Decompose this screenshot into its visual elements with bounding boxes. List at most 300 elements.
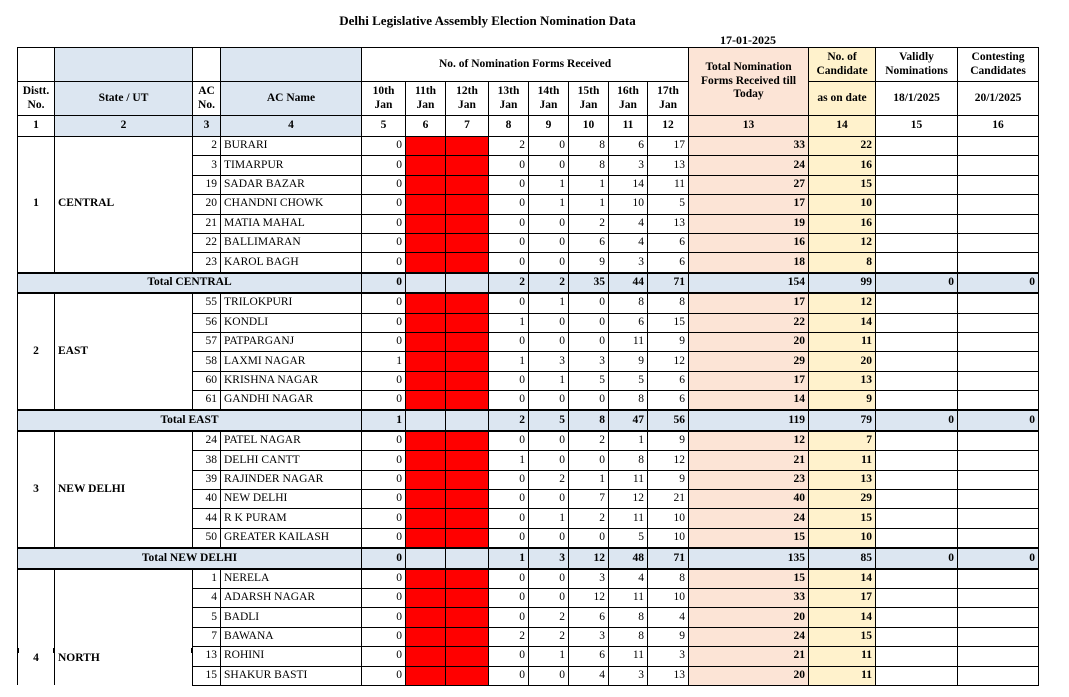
day-count-cell: 0 — [362, 214, 406, 233]
candidate-count-cell: 10 — [809, 528, 876, 548]
day-count-cell: 0 — [489, 293, 529, 313]
total-forms-cell: 18 — [689, 253, 809, 273]
day-count-cell: 0 — [489, 332, 529, 351]
day-count-cell: 0 — [489, 666, 529, 685]
day-count-cell: 0 — [489, 233, 529, 252]
district-total-label: Total EAST — [18, 410, 362, 430]
valid-nominations-cell — [876, 233, 958, 252]
district-total-label: Total CENTRAL — [18, 273, 362, 293]
ac-name-cell: KAROL BAGH — [221, 253, 362, 273]
day-count-cell — [446, 156, 489, 175]
district-name-cell — [55, 431, 193, 548]
day-count-cell: 8 — [609, 451, 648, 470]
day-header: 13th Jan — [489, 82, 529, 116]
day-count-cell — [446, 627, 489, 646]
contesting-date-header: 20/1/2025 — [958, 82, 1039, 116]
day-count-cell: 6 — [569, 647, 609, 666]
candidate-count-cell: 14 — [809, 608, 876, 627]
day-count-cell: 2 — [489, 627, 529, 646]
district-name: CENTRAL — [58, 197, 115, 210]
day-count-cell: 0 — [362, 608, 406, 627]
table-cut-border-right — [191, 648, 193, 653]
day-count-cell — [446, 608, 489, 627]
day-count-cell: 0 — [362, 293, 406, 313]
day-count-cell: 2 — [489, 137, 529, 156]
contesting-candidates-cell — [958, 137, 1039, 156]
total-forms-total-cell: 119 — [689, 410, 809, 430]
day-count-cell: 6 — [648, 371, 689, 390]
candidate-total-cell: 99 — [809, 273, 876, 293]
day-count-cell — [446, 293, 489, 313]
ac-number-cell: 20 — [193, 195, 221, 214]
day-count-cell: 11 — [609, 588, 648, 607]
day-count-cell — [406, 569, 446, 589]
day-count-cell: 10 — [648, 509, 689, 528]
candidate-subheader: as on date — [809, 82, 876, 116]
day-count-cell: 0 — [362, 431, 406, 451]
total-forms-cell: 33 — [689, 137, 809, 156]
day-count-cell: 0 — [489, 431, 529, 451]
ac-name-cell: BADLI — [221, 608, 362, 627]
ac-number-cell: 7 — [193, 627, 221, 646]
day-count-cell: 10 — [648, 588, 689, 607]
valid-nominations-cell — [876, 391, 958, 411]
total-forms-header: Total Nomination Forms Received till Today — [689, 48, 809, 116]
day-count-cell: 2 — [569, 509, 609, 528]
candidate-count-cell: 16 — [809, 156, 876, 175]
day-total-cell: 0 — [362, 273, 406, 293]
col-number: 2 — [55, 116, 193, 137]
contesting-candidates-cell — [958, 313, 1039, 332]
day-count-cell: 0 — [489, 470, 529, 489]
candidate-count-cell: 13 — [809, 470, 876, 489]
day-count-cell: 0 — [529, 490, 569, 509]
district-number-cell — [18, 569, 55, 686]
candidate-count-cell: 8 — [809, 253, 876, 273]
contesting-candidates-cell — [958, 332, 1039, 351]
day-count-cell: 0 — [529, 332, 569, 351]
day-count-cell — [446, 371, 489, 390]
day-total-cell — [406, 273, 446, 293]
day-count-cell: 10 — [648, 528, 689, 548]
ac-number-cell: 40 — [193, 490, 221, 509]
day-count-cell — [446, 509, 489, 528]
district-name: NORTH — [58, 652, 100, 665]
day-count-cell: 1 — [609, 431, 648, 451]
ac-number-cell: 57 — [193, 332, 221, 351]
day-count-cell — [406, 156, 446, 175]
day-count-cell: 0 — [529, 137, 569, 156]
day-count-cell — [406, 293, 446, 313]
day-count-cell: 0 — [569, 451, 609, 470]
day-total-cell: 12 — [569, 548, 609, 568]
day-count-cell: 1 — [489, 352, 529, 371]
col-number: 15 — [876, 116, 958, 137]
valid-nominations-cell — [876, 608, 958, 627]
ac-name-cell: GREATER KAILASH — [221, 528, 362, 548]
day-count-cell: 0 — [529, 588, 569, 607]
candidate-count-cell: 11 — [809, 666, 876, 685]
col-number: 9 — [529, 116, 569, 137]
day-count-cell — [446, 647, 489, 666]
ac-name-cell: RAJINDER NAGAR — [221, 470, 362, 489]
day-count-cell: 12 — [648, 451, 689, 470]
state-ut-header: State / UT — [55, 82, 193, 116]
table-cut-border-left — [17, 648, 19, 653]
day-count-cell: 6 — [569, 608, 609, 627]
valid-nominations-cell — [876, 175, 958, 194]
district-name: NEW DELHI — [58, 482, 126, 495]
ac-number-cell: 5 — [193, 608, 221, 627]
distt-no-header: Distt. No. — [18, 82, 55, 116]
day-count-cell: 0 — [529, 214, 569, 233]
day-count-cell: 0 — [529, 666, 569, 685]
day-count-cell: 3 — [569, 627, 609, 646]
total-forms-cell: 17 — [689, 195, 809, 214]
day-header: 17th Jan — [648, 82, 689, 116]
contesting-candidates-cell — [958, 391, 1039, 411]
ac-name-cell: MATIA MAHAL — [221, 214, 362, 233]
col-number: 1 — [18, 116, 55, 137]
day-count-cell — [446, 137, 489, 156]
ac-name-header: AC Name — [221, 82, 362, 116]
day-count-cell — [406, 214, 446, 233]
col-number: 14 — [809, 116, 876, 137]
col-number: 8 — [489, 116, 529, 137]
candidate-count-cell: 22 — [809, 137, 876, 156]
valid-nominations-cell — [876, 214, 958, 233]
day-count-cell: 0 — [489, 391, 529, 411]
day-count-cell — [446, 175, 489, 194]
page-title: Delhi Legislative Assembly Election Nomination Data — [339, 13, 636, 28]
total-forms-cell: 29 — [689, 352, 809, 371]
day-total-cell: 71 — [648, 273, 689, 293]
day-count-cell: 0 — [489, 608, 529, 627]
candidate-count-cell: 12 — [809, 293, 876, 313]
day-count-cell: 14 — [609, 175, 648, 194]
ac-name-cell: PATEL NAGAR — [221, 431, 362, 451]
valid-total-cell: 0 — [876, 273, 958, 293]
day-total-cell: 44 — [609, 273, 648, 293]
ac-number-cell: 4 — [193, 588, 221, 607]
day-count-cell: 0 — [529, 391, 569, 411]
day-count-cell: 0 — [362, 451, 406, 470]
candidate-count-cell: 11 — [809, 647, 876, 666]
day-count-cell: 2 — [569, 431, 609, 451]
ac-number-cell: 1 — [193, 569, 221, 589]
district-total-row — [18, 410, 1039, 430]
ac-number-cell: 50 — [193, 528, 221, 548]
table-row — [18, 137, 1039, 156]
day-total-cell: 35 — [569, 273, 609, 293]
day-count-cell: 1 — [489, 313, 529, 332]
day-count-cell — [406, 391, 446, 411]
day-count-cell — [406, 588, 446, 607]
district-number: 4 — [33, 652, 39, 665]
valid-nominations-cell — [876, 195, 958, 214]
ac-name-cell: NERELA — [221, 569, 362, 589]
candidate-total-cell: 85 — [809, 548, 876, 568]
day-count-cell: 0 — [529, 233, 569, 252]
ac-number-cell: 44 — [193, 509, 221, 528]
ac-number-cell: 22 — [193, 233, 221, 252]
day-total-cell: 1 — [362, 410, 406, 430]
corner-cell-acno — [193, 48, 221, 82]
ac-name-cell: ROHINI — [221, 647, 362, 666]
day-count-cell: 0 — [489, 253, 529, 273]
candidate-count-cell: 20 — [809, 352, 876, 371]
valid-nominations-cell — [876, 627, 958, 646]
day-count-cell: 8 — [609, 608, 648, 627]
contesting-candidates-cell — [958, 627, 1039, 646]
col-number: 12 — [648, 116, 689, 137]
day-count-cell: 0 — [489, 569, 529, 589]
day-count-cell: 1 — [529, 175, 569, 194]
valid-nominations-cell — [876, 647, 958, 666]
ac-name-cell: LAXMI NAGAR — [221, 352, 362, 371]
district-name: EAST — [58, 344, 89, 357]
day-count-cell: 13 — [648, 156, 689, 175]
day-count-cell: 11 — [609, 332, 648, 351]
day-count-cell: 1 — [569, 175, 609, 194]
day-count-cell: 9 — [609, 352, 648, 371]
contesting-candidates-cell — [958, 214, 1039, 233]
day-count-cell — [406, 451, 446, 470]
district-number-cell — [18, 293, 55, 410]
day-count-cell: 2 — [529, 627, 569, 646]
contesting-candidates-cell — [958, 431, 1039, 451]
valid-nominations-cell — [876, 313, 958, 332]
total-forms-cell: 27 — [689, 175, 809, 194]
day-count-cell: 9 — [648, 332, 689, 351]
contesting-candidates-cell — [958, 608, 1039, 627]
day-count-cell — [446, 332, 489, 351]
day-count-cell: 2 — [529, 470, 569, 489]
day-count-cell: 0 — [529, 253, 569, 273]
day-count-cell — [446, 490, 489, 509]
day-count-cell: 0 — [489, 156, 529, 175]
day-header: 11th Jan — [406, 82, 446, 116]
contesting-candidates-cell — [958, 588, 1039, 607]
day-count-cell — [446, 214, 489, 233]
day-count-cell — [406, 647, 446, 666]
day-count-cell: 9 — [648, 627, 689, 646]
day-header: 16th Jan — [609, 82, 648, 116]
day-count-cell: 3 — [529, 352, 569, 371]
day-count-cell: 12 — [609, 490, 648, 509]
day-count-cell: 4 — [609, 214, 648, 233]
valid-date-header: 18/1/2025 — [876, 82, 958, 116]
contesting-candidates-cell — [958, 352, 1039, 371]
day-count-cell: 5 — [609, 528, 648, 548]
district-total-row — [18, 548, 1039, 568]
day-count-cell — [406, 608, 446, 627]
ac-name-cell: PATPARGANJ — [221, 332, 362, 351]
day-count-cell: 0 — [362, 588, 406, 607]
day-header: 15th Jan — [569, 82, 609, 116]
day-total-cell — [446, 548, 489, 568]
day-total-cell — [406, 410, 446, 430]
total-forms-cell: 14 — [689, 391, 809, 411]
day-count-cell: 0 — [569, 332, 609, 351]
day-count-cell — [406, 352, 446, 371]
ac-name-cell: SADAR BAZAR — [221, 175, 362, 194]
day-count-cell: 1 — [529, 195, 569, 214]
day-count-cell: 0 — [362, 470, 406, 489]
day-count-cell — [446, 588, 489, 607]
day-count-cell: 3 — [609, 156, 648, 175]
day-count-cell: 0 — [489, 490, 529, 509]
valid-total-cell: 0 — [876, 548, 958, 568]
district-name-cell — [55, 137, 193, 273]
day-count-cell: 3 — [648, 647, 689, 666]
day-count-cell: 0 — [362, 490, 406, 509]
candidate-count-cell: 15 — [809, 175, 876, 194]
day-total-cell: 1 — [489, 548, 529, 568]
day-count-cell: 0 — [489, 195, 529, 214]
table-row — [18, 293, 1039, 313]
day-total-cell: 0 — [362, 548, 406, 568]
day-count-cell: 8 — [609, 293, 648, 313]
ac-number-cell: 61 — [193, 391, 221, 411]
day-count-cell — [406, 137, 446, 156]
total-forms-cell: 24 — [689, 509, 809, 528]
ac-number-cell: 56 — [193, 313, 221, 332]
valid-nominations-cell — [876, 470, 958, 489]
day-count-cell: 0 — [529, 431, 569, 451]
day-count-cell: 0 — [569, 293, 609, 313]
day-count-cell: 7 — [569, 490, 609, 509]
ac-no-header: AC No. — [193, 82, 221, 116]
valid-nominations-cell — [876, 352, 958, 371]
day-count-cell — [446, 253, 489, 273]
day-count-cell — [446, 431, 489, 451]
district-number: 2 — [33, 344, 39, 357]
day-total-cell: 2 — [529, 273, 569, 293]
total-forms-cell: 16 — [689, 233, 809, 252]
total-forms-cell: 40 — [689, 490, 809, 509]
day-count-cell: 0 — [362, 137, 406, 156]
candidate-total-cell: 79 — [809, 410, 876, 430]
day-count-cell: 6 — [648, 233, 689, 252]
ac-number-cell: 15 — [193, 666, 221, 685]
day-count-cell: 0 — [362, 156, 406, 175]
day-count-cell: 0 — [489, 509, 529, 528]
ac-number-cell: 13 — [193, 647, 221, 666]
day-count-cell: 17 — [648, 137, 689, 156]
day-count-cell — [406, 371, 446, 390]
day-count-cell: 4 — [609, 569, 648, 589]
day-count-cell: 5 — [569, 371, 609, 390]
candidate-count-cell: 10 — [809, 195, 876, 214]
candidate-count-cell: 11 — [809, 451, 876, 470]
col-number: 4 — [221, 116, 362, 137]
day-count-cell: 0 — [362, 627, 406, 646]
day-header: 10th Jan — [362, 82, 406, 116]
ac-name-cell: TRILOKPURI — [221, 293, 362, 313]
day-count-cell: 0 — [569, 313, 609, 332]
candidate-count-cell: 17 — [809, 588, 876, 607]
day-count-cell: 8 — [609, 391, 648, 411]
contesting-candidates-header: Contesting Candidates — [958, 48, 1039, 82]
ac-name-cell: ADARSH NAGAR — [221, 588, 362, 607]
day-count-cell: 0 — [529, 156, 569, 175]
day-total-cell: 48 — [609, 548, 648, 568]
day-count-cell: 5 — [609, 371, 648, 390]
day-count-cell — [446, 313, 489, 332]
ac-number-cell: 2 — [193, 137, 221, 156]
ac-number-cell: 21 — [193, 214, 221, 233]
day-count-cell — [446, 451, 489, 470]
total-forms-cell: 21 — [689, 451, 809, 470]
day-count-cell — [446, 391, 489, 411]
candidate-count-cell: 12 — [809, 233, 876, 252]
day-count-cell: 0 — [529, 569, 569, 589]
district-name-cell — [55, 569, 193, 686]
total-forms-total-cell: 135 — [689, 548, 809, 568]
day-count-cell: 0 — [362, 175, 406, 194]
contesting-candidates-cell — [958, 371, 1039, 390]
total-forms-cell: 22 — [689, 313, 809, 332]
day-count-cell — [446, 195, 489, 214]
ac-number-cell: 58 — [193, 352, 221, 371]
day-total-cell: 3 — [529, 548, 569, 568]
day-count-cell: 15 — [648, 313, 689, 332]
day-count-cell: 4 — [569, 666, 609, 685]
day-total-cell: 8 — [569, 410, 609, 430]
total-forms-cell: 15 — [689, 569, 809, 589]
candidate-count-cell: 29 — [809, 490, 876, 509]
total-forms-cell: 19 — [689, 214, 809, 233]
day-count-cell — [406, 666, 446, 685]
candidate-count-cell: 15 — [809, 509, 876, 528]
nomination-table — [17, 47, 1039, 686]
day-count-cell: 0 — [489, 175, 529, 194]
day-count-cell: 3 — [609, 253, 648, 273]
candidate-count-cell: 14 — [809, 313, 876, 332]
ac-name-cell: BAWANA — [221, 627, 362, 646]
candidate-count-cell: 14 — [809, 569, 876, 589]
col-number: 7 — [446, 116, 489, 137]
contesting-candidates-cell — [958, 666, 1039, 685]
valid-nominations-cell — [876, 371, 958, 390]
ac-name-cell: R K PURAM — [221, 509, 362, 528]
day-count-cell: 6 — [609, 313, 648, 332]
day-count-cell: 8 — [648, 569, 689, 589]
total-forms-cell: 24 — [689, 627, 809, 646]
contesting-candidates-cell — [958, 509, 1039, 528]
day-count-cell — [406, 175, 446, 194]
day-total-cell: 47 — [609, 410, 648, 430]
day-count-cell: 8 — [569, 137, 609, 156]
district-total-label: Total NEW DELHI — [18, 548, 362, 568]
day-count-cell: 0 — [362, 647, 406, 666]
day-count-cell — [406, 509, 446, 528]
ac-name-cell: NEW DELHI — [221, 490, 362, 509]
contesting-candidates-cell — [958, 253, 1039, 273]
candidate-count-cell: 13 — [809, 371, 876, 390]
day-count-cell — [406, 627, 446, 646]
nomination-group-header: No. of Nomination Forms Received — [362, 48, 689, 82]
total-forms-cell: 20 — [689, 666, 809, 685]
contesting-candidates-cell — [958, 175, 1039, 194]
day-count-cell: 1 — [569, 195, 609, 214]
day-count-cell: 21 — [648, 490, 689, 509]
day-count-cell: 9 — [648, 470, 689, 489]
col-number: 10 — [569, 116, 609, 137]
day-count-cell: 0 — [362, 666, 406, 685]
district-number-cell — [18, 431, 55, 548]
